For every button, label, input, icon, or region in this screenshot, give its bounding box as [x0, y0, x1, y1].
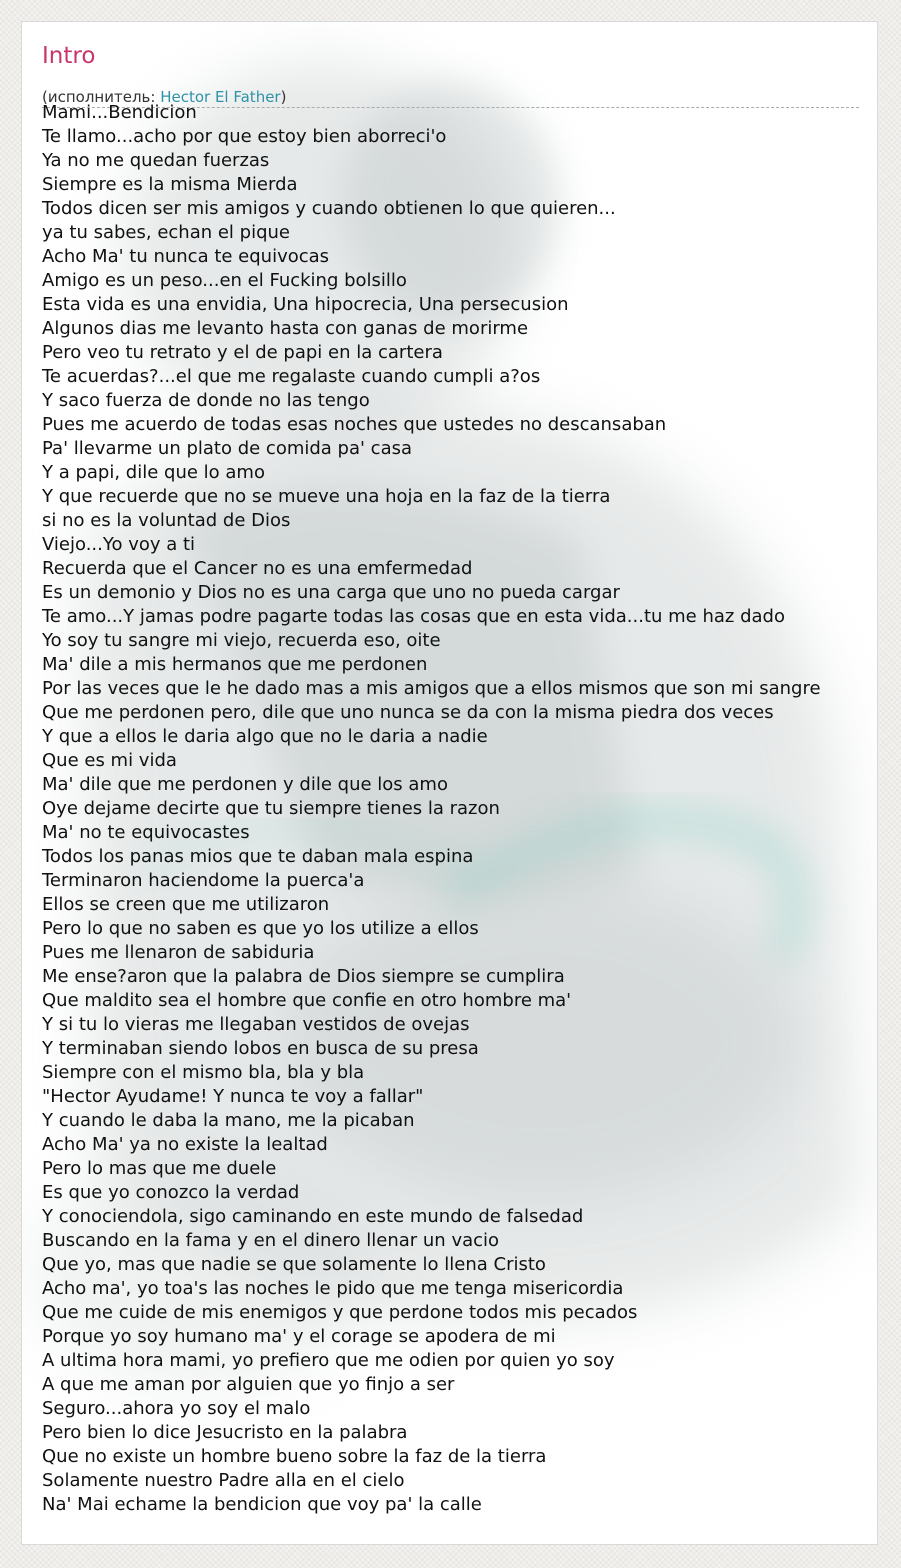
lyric-line: Que yo, mas que nadie se que solamente lo llena Cristo [42, 1254, 546, 1275]
lyric-line: Pues me acuerdo de todas esas noches que ustedes no descansaban [42, 414, 667, 435]
lyric-line: Que me cuide de mis enemigos y que perdone todos mis pecados [42, 1302, 638, 1323]
lyric-line: Todos los panas mios que te daban mala espina [42, 846, 474, 867]
lyric-line: Algunos dias me levanto hasta con ganas de morirme [42, 318, 529, 339]
performer-prefix: (исполнитель: [42, 88, 161, 106]
lyric-line: Pero lo mas que me duele [42, 1158, 277, 1179]
lyric-line: Ma' no te equivocastes [42, 822, 250, 843]
lyric-line: Acho Ma' tu nunca te equivocas [42, 246, 330, 267]
lyric-line: Que es mi vida [42, 750, 177, 771]
lyric-line: Solamente nuestro Padre alla en el cielo [42, 1470, 405, 1491]
lyric-line: Te amo...Y jamas podre pagarte todas las cosas que en esta vida...tu me haz dado [42, 606, 785, 627]
lyric-line: si no es la voluntad de Dios [42, 510, 291, 531]
lyric-line: Pero bien lo dice Jesucristo en la palabra [42, 1422, 408, 1443]
lyric-line: Oye dejame decirte que tu siempre tienes la razon [42, 798, 500, 819]
lyric-line: A ultima hora mami, yo prefiero que me odien por quien yo soy [42, 1350, 615, 1371]
lyric-line: Ya no me quedan fuerzas [42, 150, 270, 171]
lyric-line: A que me aman por alguien que yo finjo a ser [42, 1374, 455, 1395]
lyric-line: "Hector Ayudame! Y nunca te voy a fallar" [42, 1086, 424, 1107]
lyric-line: Que no existe un hombre bueno sobre la faz de la tierra [42, 1446, 547, 1467]
lyric-line: Y que recuerde que no se mueve una hoja en la faz de la tierra [42, 486, 611, 507]
lyric-line: Ma' dile a mis hermanos que me perdonen [42, 654, 428, 675]
lyric-line: Pero lo que no saben es que yo los utilize a ellos [42, 918, 479, 939]
lyric-line: Acho ma', yo toa's las noches le pido que me tenga misericordia [42, 1278, 624, 1299]
lyrics-card [21, 21, 878, 1545]
lyric-line: Me ense?aron que la palabra de Dios siempre se cumplira [42, 966, 565, 987]
lyric-line: Mami...Bendicion [42, 102, 197, 123]
lyric-line: Esta vida es una envidia, Una hipocrecia, Una persecusion [42, 294, 569, 315]
lyric-line: Porque yo soy humano ma' y el corage se apodera de mi [42, 1326, 556, 1347]
lyric-line: Acho Ma' ya no existe la lealtad [42, 1134, 328, 1155]
lyric-line: Siempre con el mismo bla, bla y bla [42, 1062, 365, 1083]
lyric-line: Pero veo tu retrato y el de papi en la cartera [42, 342, 443, 363]
lyric-line: Yo soy tu sangre mi viejo, recuerda eso, oite [42, 630, 441, 651]
lyric-line: Te llamo...acho por que estoy bien aborreci'o [42, 126, 447, 147]
lyric-line: Y saco fuerza de donde no las tengo [42, 390, 370, 411]
lyric-line: Que me perdonen pero, dile que uno nunca se da con la misma piedra dos veces [42, 702, 774, 723]
lyric-line: Y si tu lo vieras me llegaban vestidos de ovejas [42, 1014, 470, 1035]
lyric-line: Viejo...Yo voy a ti [42, 534, 196, 555]
lyric-line: Y terminaban siendo lobos en busca de su presa [42, 1038, 479, 1059]
lyric-line: Y conociendola, sigo caminando en este mundo de falsedad [42, 1206, 584, 1227]
lyrics-text [42, 101, 878, 1517]
lyric-line: Todos dicen ser mis amigos y cuando obtienen lo que quieren... [42, 198, 616, 219]
lyric-line: Recuerda que el Cancer no es una emfermedad [42, 558, 473, 579]
lyric-line: Y a papi, dile que lo amo [42, 462, 265, 483]
lyric-line: Que maldito sea el hombre que confie en otro hombre ma' [42, 990, 572, 1011]
lyric-line: Na' Mai echame la bendicion que voy pa' la calle [42, 1494, 482, 1515]
lyric-line: Ellos se creen que me utilizaron [42, 894, 330, 915]
lyric-line: Es que yo conozco la verdad [42, 1182, 300, 1203]
lyric-line: Y cuando le daba la mano, me la picaban [42, 1110, 415, 1131]
lyric-line: Pa' llevarme un plato de comida pa' casa [42, 438, 413, 459]
lyric-line: Siempre es la misma Mierda [42, 174, 298, 195]
lyric-line: Seguro...ahora yo soy el malo [42, 1398, 311, 1419]
lyric-line: Por las veces que le he dado mas a mis amigos que a ellos mismos que son mi sangre [42, 678, 821, 699]
lyric-line: Buscando en la fama y en el dinero llenar un vacio [42, 1230, 500, 1251]
lyric-line: Te acuerdas?...el que me regalaste cuando cumpli a?os [42, 366, 541, 387]
lyric-line: ya tu sabes, echan el pique [42, 222, 290, 243]
lyric-line: Es un demonio y Dios no es una carga que uno no pueda cargar [42, 582, 620, 603]
lyric-line: Amigo es un peso...en el Fucking bolsillo [42, 270, 407, 291]
song-header [42, 40, 859, 110]
lyric-line: Y que a ellos le daria algo que no le daria a nadie [42, 726, 488, 747]
lyric-line: Ma' dile que me perdonen y dile que los amo [42, 774, 448, 795]
lyric-line: Pues me llenaron de sabiduria [42, 942, 315, 963]
performer-link[interactable]: Hector El Father [160, 88, 281, 106]
performer-suffix: ) [280, 88, 287, 106]
lyric-line: Terminaron haciendome la puerca'a [42, 870, 365, 891]
song-title: Intro [42, 43, 96, 69]
